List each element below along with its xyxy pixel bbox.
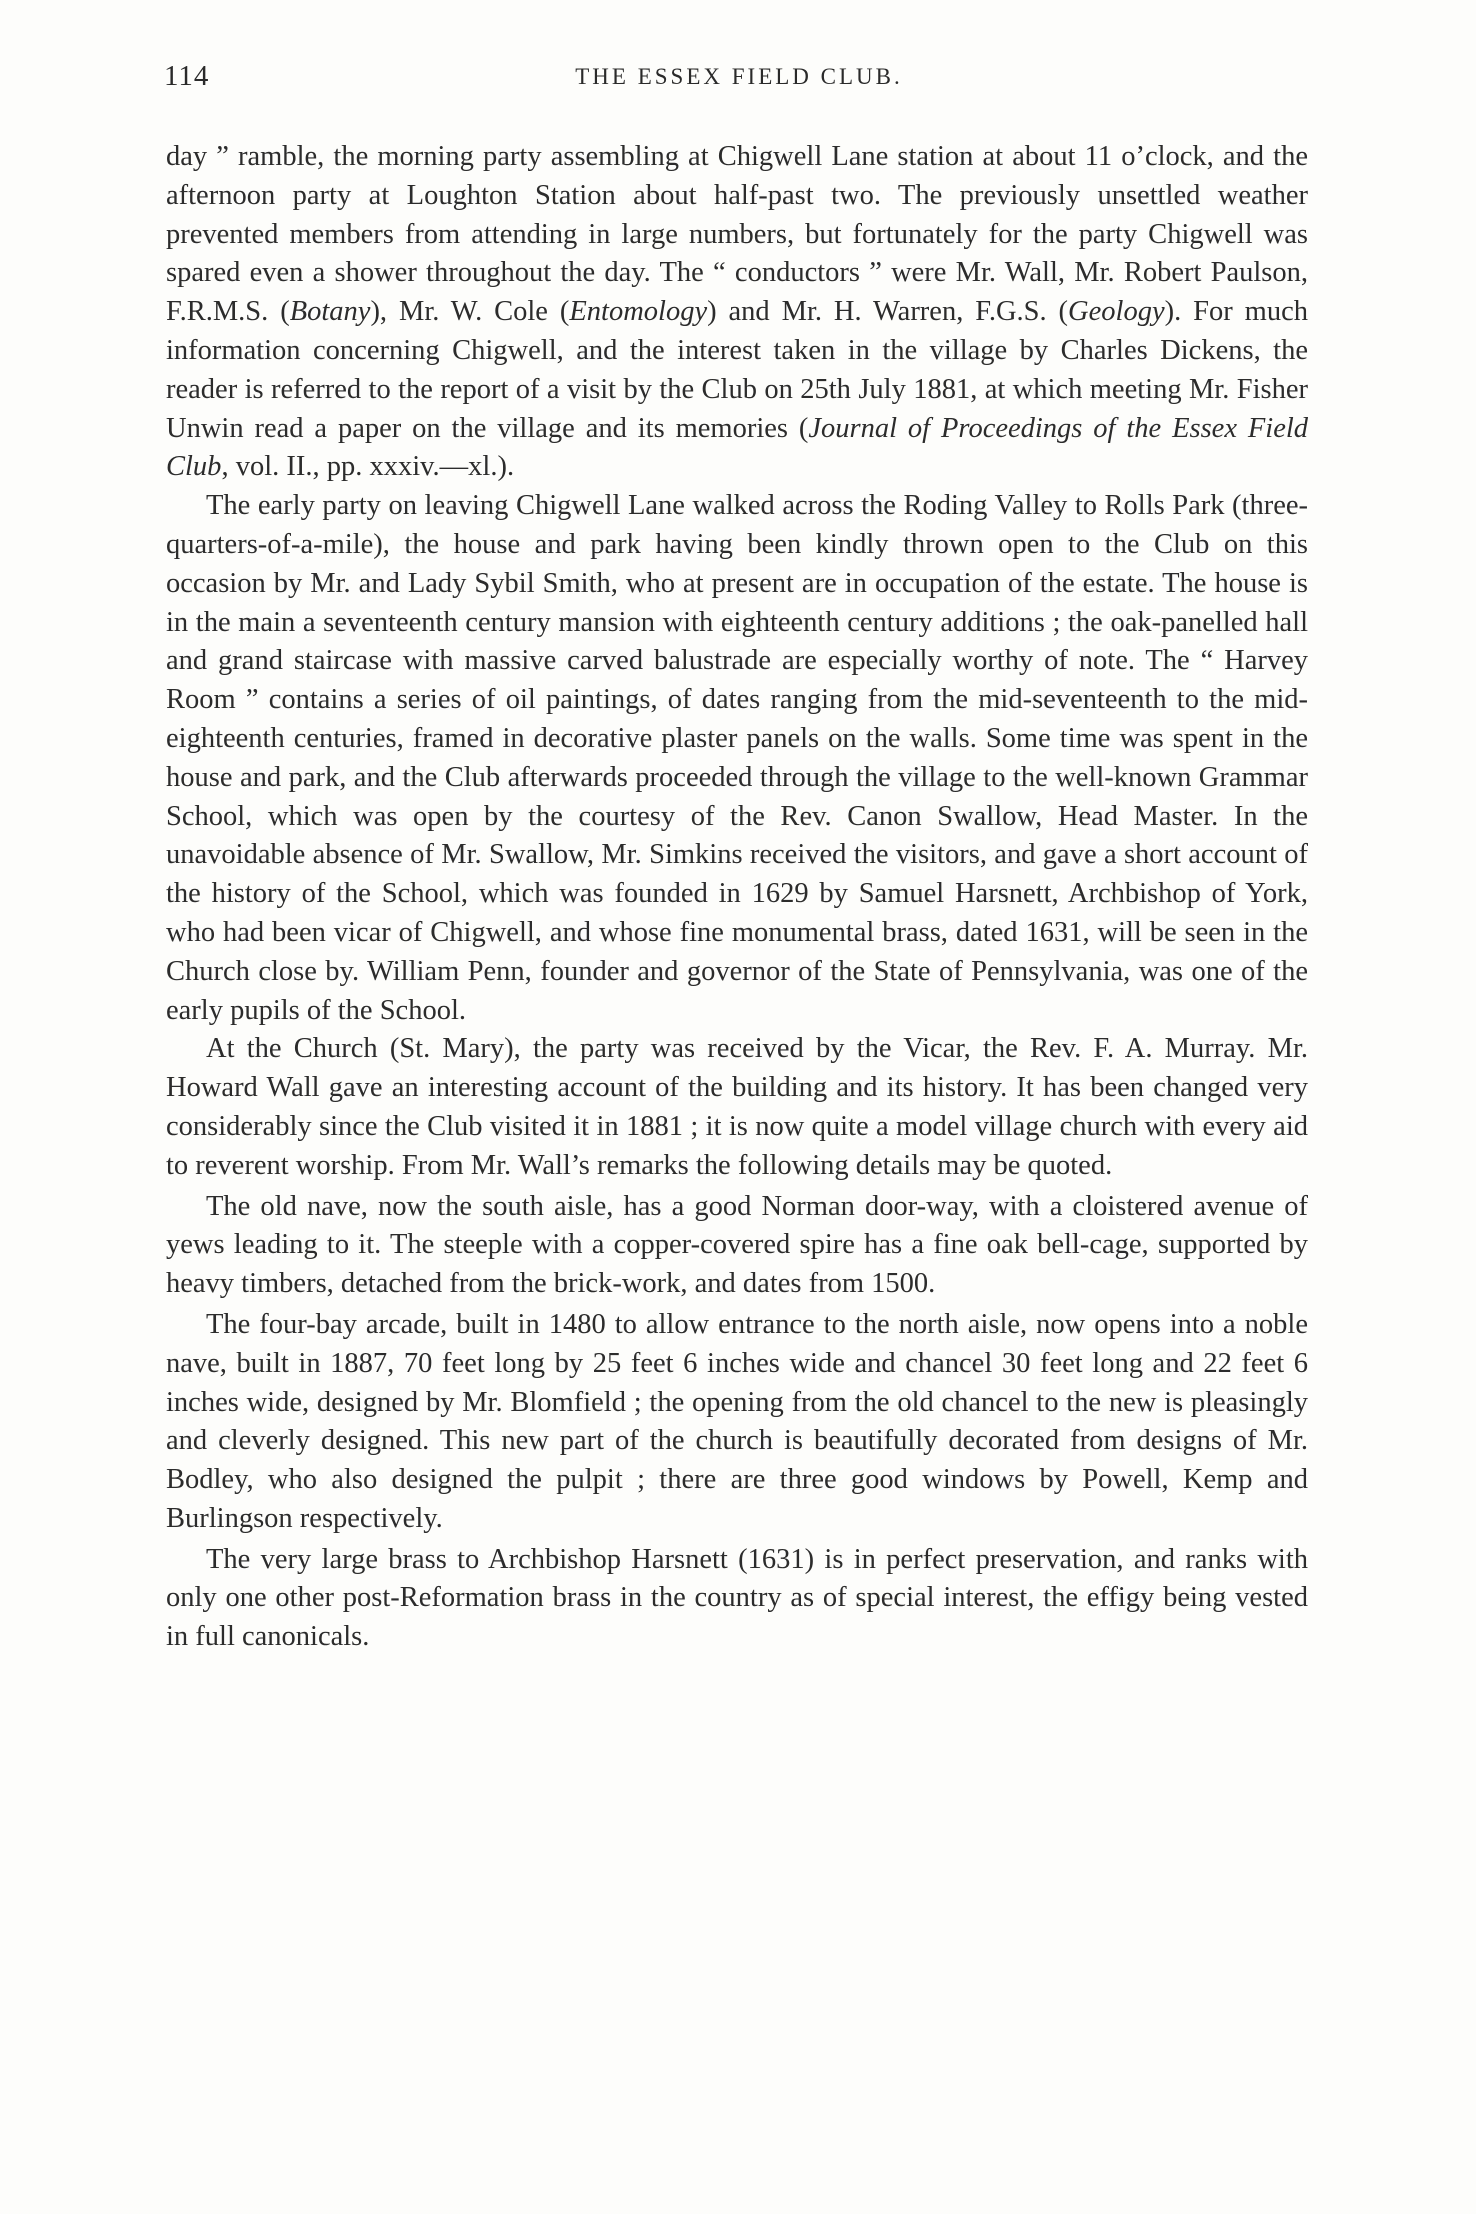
paragraph-3: At the Church (St. Mary), the party was received by the Vicar, the Rev. F. A. Murray. Mr. Howard Wall gave an interesting account of the building and its history. It has been changed very considerably since the Club visited it in 1881 ; it is now quite a model village church with every aid to reverent worship. From Mr. Wall’s remarks the following details may be quoted. <box>166 1033 1308 1181</box>
paragraph-6: The very large brass to Archbishop Harsnett (1631) is in perfect preservation, and ranks with only one other post-Reformation brass in the country as of special interest, the effigy being vested in full canonicals. <box>166 1543 1308 1653</box>
paragraph-2: The early party on leaving Chigwell Lane walked across the Roding Valley to Rolls Park (three-quarters-of-a-mile), the house and park having been kindly thrown open to the Club on this occasion by Mr. and Lady Sybil Smith, who at present are in occupation of the estate. The house is in the main a seventeenth century mansion with eighteenth century additions ; the oak-panelled hall and grand staircase with massive carved balustrade are especially worthy of note. The “ Harvey Room ” contains a series of oil paintings, of dates ranging from the mid-seventeenth to the mid-eighteenth centuries, framed in decorative plaster panels on the walls. Some time was spent in the house and park, and the Club afterwards proceeded through the village to the well-known Grammar School, which was open by the courtesy of the Rev. Canon Swallow, Head Master. In the unavoidable absence of Mr. Swallow, Mr. Simkins received the visitors, and gave a short account of the history of the School, which was founded in 1629 by Samuel Harsnett, Archbishop of York, who had been vicar of Chigwell, and whose fine monumental brass, dated 1631, will be seen in the Church close by. William Penn, founder and governor of the State of Pennsylvania, was one of the early pupils of the School. <box>166 490 1308 1026</box>
geology-label: Geology <box>1068 296 1165 328</box>
paragraph-1-text-d: ). For much information concerning Chigwell, and the interest taken in the village by Charles Dickens, the reader is referred to the report of a visit by the Club on 25th July 1881, at which meeting Mr. Fisher Unwin read a paper on the village and its memories ( <box>166 296 1308 444</box>
journal-title: THE ESSEX FIELD CLUB. <box>575 64 903 89</box>
entomology-label: Entomology <box>569 296 708 328</box>
botany-label: Botany <box>289 296 371 328</box>
page-number: 114 <box>164 60 210 92</box>
paragraph-1-text-a: day ” ramble, the morning party assembling at Chigwell Lane station at about 11 o’clock, and the afternoon party at Loughton Station about half-past two. The previously unsettled weather prevented members from attending in large numbers, but fortunately for the party Chigwell was spared even a shower throughout the day. The “ conductors ” were Mr. Wall, Mr. Robert Paulson, F.R.M.S. ( <box>166 141 1308 328</box>
paragraph-5: The four-bay arcade, built in 1480 to allow entrance to the north aisle, now opens into a noble nave, built in 1887, 70 feet long by 25 feet 6 inches wide and chancel 30 feet long and 22 feet 6 inches wide, designed by Mr. Blomfield ; the opening from the old chancel to the new is pleasingly and cleverly designed. This new part of the church is beautifully decorated from designs of Mr. Bodley, who also designed the pulpit ; there are three good windows by Powell, Kemp and Burlingson respectively. <box>166 1308 1308 1534</box>
journal-citation: Journal of Proceedings of the Essex Field Club <box>166 412 1309 483</box>
running-head <box>164 60 1314 100</box>
paragraph-1-text-b: ), Mr. W. Cole ( <box>370 296 570 328</box>
paragraph-1-text-c: ) and Mr. H. Warren, F.G.S. ( <box>707 296 1069 328</box>
paragraph-1 <box>166 138 1308 487</box>
body-text <box>166 138 1308 1657</box>
paragraph-4: The old nave, now the south aisle, has a good Norman door-way, with a cloistered avenue of yews leading to it. The steeple with a copper-covered spire has a fine oak bell-cage, supported by heavy timbers, detached from the brick-work, and dates from 1500. <box>166 1190 1308 1300</box>
paragraph-1-text-e: , vol. II., pp. xxxiv.—xl.). <box>221 451 515 483</box>
